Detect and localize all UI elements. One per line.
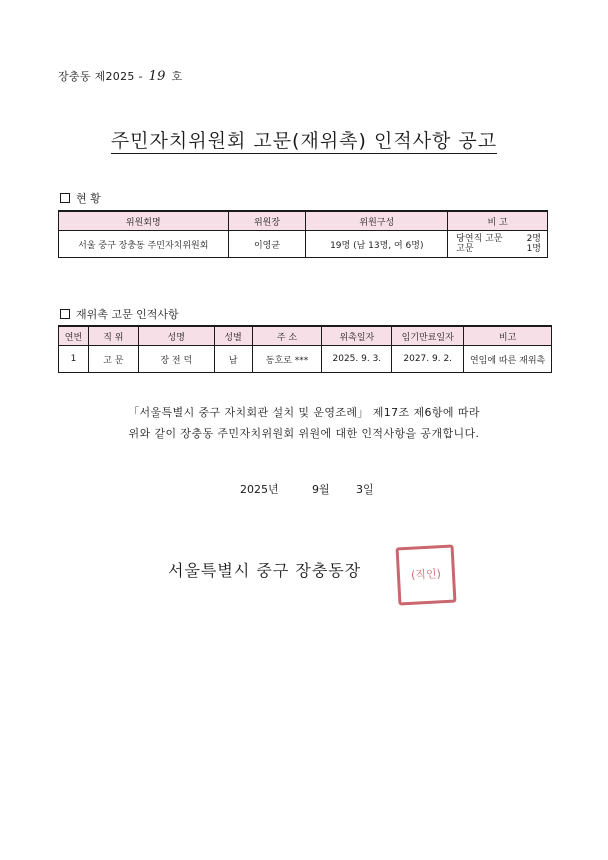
table-header: 비 고 (448, 211, 548, 231)
remark-line (456, 234, 547, 244)
date-year: 2025년 (240, 483, 279, 496)
table-header-row (59, 211, 548, 231)
table-header: 비고 (464, 326, 552, 346)
table-row (59, 231, 548, 258)
checkbox-icon (60, 193, 70, 203)
table-cell: 2027. 9. 2. (392, 346, 464, 373)
table-row (59, 346, 552, 373)
table-cell: 연임에 따른 재위촉 (464, 346, 552, 373)
appointment-heading-text: 재위촉 고문 인적사항 (76, 308, 179, 321)
legal-basis-text (0, 402, 608, 444)
checkbox-icon (60, 309, 70, 319)
seal-text: (직인) (410, 567, 442, 582)
table-cell: 고 문 (88, 346, 138, 373)
table-header: 성명 (138, 326, 214, 346)
doc-number-suffix: 호 (171, 70, 183, 83)
status-table (58, 210, 548, 258)
table-header: 위원장 (228, 211, 306, 231)
table-header: 위원구성 (306, 211, 448, 231)
table-header: 임기만료일자 (392, 326, 464, 346)
remarks-cell (448, 231, 548, 258)
official-seal (396, 545, 457, 606)
page-title-text: 주민자치위원회 고문(재위촉) 인적사항 공고 (110, 130, 498, 152)
remark-label: 당연직 고문 (456, 234, 503, 244)
remark-line (456, 244, 547, 254)
table-header: 주 소 (252, 326, 322, 346)
table-cell: 1 (59, 346, 89, 373)
remark-count: 2명 (526, 234, 541, 244)
status-heading-text: 현 황 (76, 192, 101, 205)
date-day: 3일 (356, 483, 374, 496)
legal-text-line: 위와 같이 장충동 주민자치위원회 위원에 대한 인적사항을 공개합니다. (128, 427, 480, 440)
legal-text-line: 「서울특별시 중구 자치회관 설치 및 운영조례」 제17조 제6항에 따라 (128, 406, 480, 419)
committee-name: 서울 중구 장충동 주민자치위원회 (59, 231, 229, 258)
table-header: 위원회명 (59, 211, 229, 231)
doc-number-prefix: 장충동 제2025 - (58, 70, 143, 83)
document-number (58, 68, 182, 84)
chair-name: 이영균 (228, 231, 306, 258)
table-header: 성별 (214, 326, 252, 346)
remark-label: 고문 (456, 244, 474, 254)
table-cell: 장 전 덕 (138, 346, 214, 373)
table-header: 직 위 (88, 326, 138, 346)
doc-number-handwritten: 19 (148, 69, 166, 84)
table-cell: 남 (214, 346, 252, 373)
date-month: 9월 (312, 483, 330, 496)
status-section-heading (60, 190, 101, 206)
table-header-row (59, 326, 552, 346)
table-header: 연번 (59, 326, 89, 346)
appointment-section-heading (60, 306, 179, 322)
table-cell: 2025. 9. 3. (322, 346, 392, 373)
table-header: 위촉일자 (322, 326, 392, 346)
table-cell: 동호로 *** (252, 346, 322, 373)
remark-count: 1명 (526, 244, 541, 254)
appointment-table (58, 325, 552, 373)
composition: 19명 (남 13명, 여 6명) (306, 231, 448, 258)
signer-name: 서울특별시 중구 장충동장 (168, 561, 362, 580)
page-title (0, 126, 608, 153)
